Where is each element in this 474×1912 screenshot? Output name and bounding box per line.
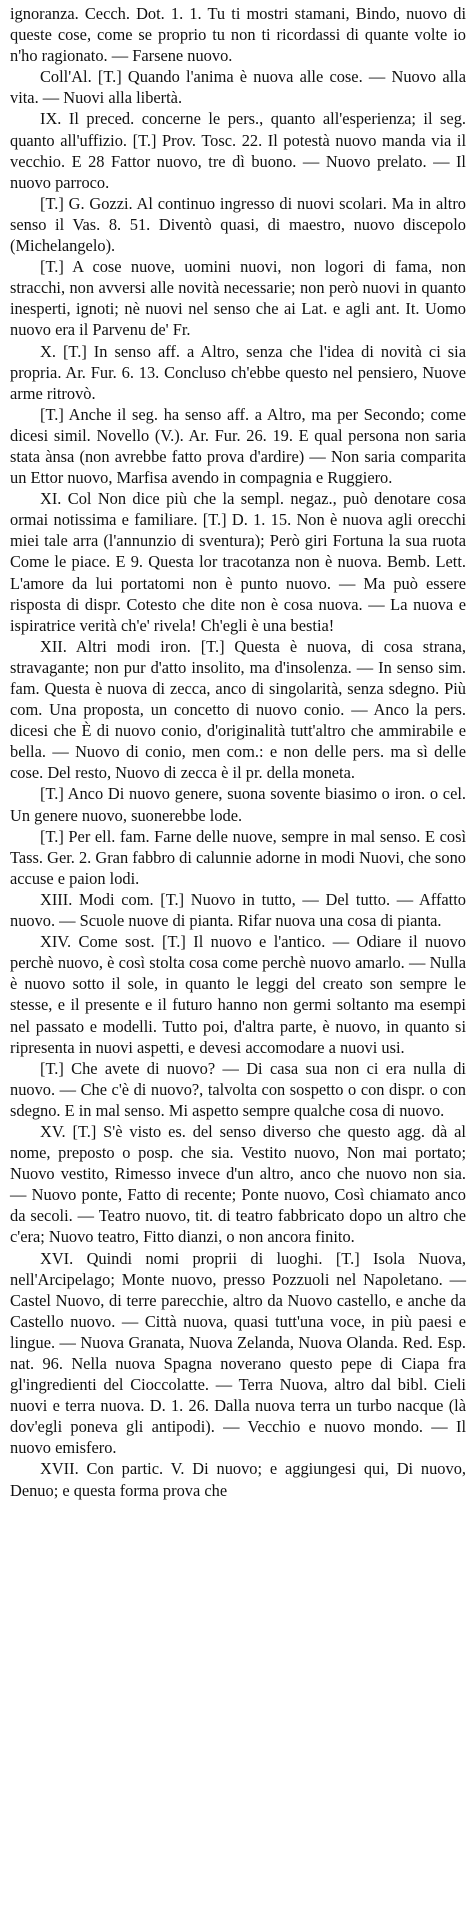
paragraph-text: XIII. Modi com. [T.] Nuovo in tutto, — Del tutto. — Affatto nuovo. — Scuole nuove di pianta. Rifar nuova una cosa di pianta. — [10, 889, 466, 931]
paragraph-text: ignoranza. Cecch. Dot. 1. 1. Tu ti mostri stamani, Bindo, nuovo di queste cose, come se proprio tu non ti ricordassi di quante volte io n'ho ragionato. — Farsene nuovo. — [10, 4, 466, 66]
paragraph-p16 — [10, 1248, 466, 1459]
paragraph-text: [T.] Che avete di nuovo? — Di casa sua non ci era nulla di nuovo. — Che c'è di nuovo?, talvolta con sospetto o con dispr. o con sdegno. E in mal senso. Mi aspetto sempre qualche cosa di nuovo. — [10, 1058, 466, 1120]
paragraph-text: XVII. Con partic. V. Di nuovo; e aggiungesi qui, Di nuovo, Denuo; e questa forma prova che — [10, 1459, 466, 1500]
paragraph-text: [T.] Per ell. fam. Farne delle nuove, sempre in mal senso. E così Tass. Ger. 2. Gran fabbro di calunnie adorne in modi Nuovi, che sono accuse e paion lodi. — [10, 826, 466, 888]
paragraph-p12 — [10, 889, 466, 931]
paragraph-p09 — [10, 636, 466, 784]
paragraph-text: XV. [T.] S'è visto es. del senso diverso che questo agg. dà al nome, preposto o posp. che sia. Vestito nuovo, Non mai portato; Nuovo vestito, Rimesso invece d'un altro, anco che nuovo non sia. — Nuovo ponte, Fatto di recente; Ponte nuovo, Così chiamato anco da secoli. — Teatro nuovo, tit. di teatro fabbricato dopo un altro che c'era; Nuovo teatro, Fitto dianzi, o non ancora finito. — [10, 1121, 466, 1247]
paragraph-p04 — [10, 193, 466, 256]
paragraph-p15 — [10, 1121, 466, 1248]
paragraph-text: [T.] G. Gozzi. Al continuo ingresso di nuovi scolari. Ma in altro senso il Vas. 8. 51. Diventò quasi, di maestro, nuovo discepolo (Michelangelo). — [10, 193, 466, 256]
paragraph-p13 — [10, 931, 466, 1058]
paragraph-p14 — [10, 1058, 466, 1121]
paragraph-p10 — [10, 783, 466, 825]
paragraph-p02 — [10, 66, 466, 108]
paragraph-text: [T.] Anche il seg. ha senso aff. a Altro, ma per Secondo; come dicesi simil. Novello (V.). Ar. Fur. 26. 19. E qual persona non saria stata ànsa (non avrebbe fatto prova d'ardire) — Non saria comparita un Ettor nuovo, Marfisa avendo in compagnia e Ruggiero. — [10, 404, 466, 488]
paragraph-text: XI. Col Non dice più che la sempl. negaz., può denotare cosa ormai notissima e familiare. [T.] D. 1. 15. Non è nuova agli orecchi miei tale arra (l'annunzio di sventura); Però giri Fortuna la sua ruota Come le piace. E 9. Questa lor tracotanza non è nuova. Bemb. Lett. L'amore da lui portatomi non è punto nuovo. — Ma può essere risposta di dispr. Cotesto che dite non è cosa nuova. — La nuova e ispiratrice verità ch'e' rivela! Ch'egli è una bestia! — [10, 489, 466, 635]
paragraph-text: IX. Il preced. concerne le pers., quanto all'esperienza; il seg. quanto all'uffizio. [T.] Prov. Tosc. 22. Il potestà nuovo manda via il vecchio. E 28 Fattor nuovo, tre dì buono. — Nuovo prelato. — Il nuovo parroco. — [10, 109, 466, 192]
paragraph-text: XVI. Quindi nomi proprii di luoghi. [T.] Isola Nuova, nell'Arcipelago; Monte nuovo, presso Pozzuoli nel Napoletano. — Castel Nuovo, di terre parecchie, altro da Nuovo castello, e anche da Castello nuovo. — Città nuova, quasi tutt'una voce, in più paesi e lingue. — Nuova Granata, Nuova Zelanda, Nuova Olanda. Red. Esp. nat. 96. Nella nuova Spagna noverano questo pepe di Ciapa fra gl'ingredienti del Cioccolatte. — Terra Nuova, altro dal bibl. Cieli nuovi e terra nuova. D. 1. 26. Dalla nuova terra un turbo nacque (là dov'egli poneva gli antipodi). — Vecchio e nuovo mondo. — Il nuovo emisfero. — [10, 1248, 466, 1458]
paragraph-text: XIV. Come sost. [T.] Il nuovo e l'antico. — Odiare il nuovo perchè nuovo, è così stolta cosa come perchè nuovo amarlo. — Nulla è nuovo sotto il sole, in quanto le leggi del creato son sempre le stesse, e il presente e il futuro hanno non germi soltanto ma esempi nel passato e modelli. Tutto poi, d'altra parte, è nuovo, in quanto si ripresenta in nuovi aspetti, e devesi accomodare a nuovi usi. — [10, 932, 466, 1057]
paragraph-text: X. [T.] In senso aff. a Altro, senza che l'idea di novità ci sia propria. Ar. Fur. 6. 13. Concluso ch'ebbe questo nel pensiero, Nuove arme ritrovò. — [10, 341, 466, 403]
paragraph-p11 — [10, 826, 466, 889]
paragraph-p07 — [10, 404, 466, 488]
paragraph-text: [T.] Anco Di nuovo genere, suona sovente biasimo o iron. o cel. Un genere nuovo, suonerebbe lode. — [10, 784, 466, 825]
text-column — [10, 3, 466, 1501]
paragraph-p03 — [10, 108, 466, 192]
paragraph-p08 — [10, 488, 466, 636]
paragraph-text: Coll'Al. [T.] Quando l'anima è nuova alle cose. — Nuovo alla vita. — Nuovi alla libertà. — [10, 67, 466, 108]
paragraph-p06 — [10, 341, 466, 404]
paragraph-p01 — [10, 3, 466, 66]
paragraph-p05 — [10, 256, 466, 340]
paragraph-text: [T.] A cose nuove, uomini nuovi, non logori di fama, non stracchi, non avversi alle novità necessarie; non però nuovi in quanto inesperti, ignoti; nè nuovi nel senso che ai Lat. e agli ant. It. Uomo nuovo era il Parvenu de' Fr. — [10, 257, 466, 340]
paragraph-p17 — [10, 1458, 466, 1500]
paragraph-text: XII. Altri modi iron. [T.] Questa è nuova, di cosa strana, stravagante; non pur d'atto insolito, ma d'insolenza. — In senso sim. fam. Questa è nuova di zecca, anco di singolarità, senza sdegno. Più com. Una proposta, un concetto di nuovo conio. — Anco la pers. dicesi che È di nuovo conio, d'originalità tutt'altro che ammirabile e bella. — Nuovo di conio, men com.: e non delle pers. ma sì delle cose. Del resto, Nuovo di zecca è il pr. della moneta. — [10, 636, 466, 783]
